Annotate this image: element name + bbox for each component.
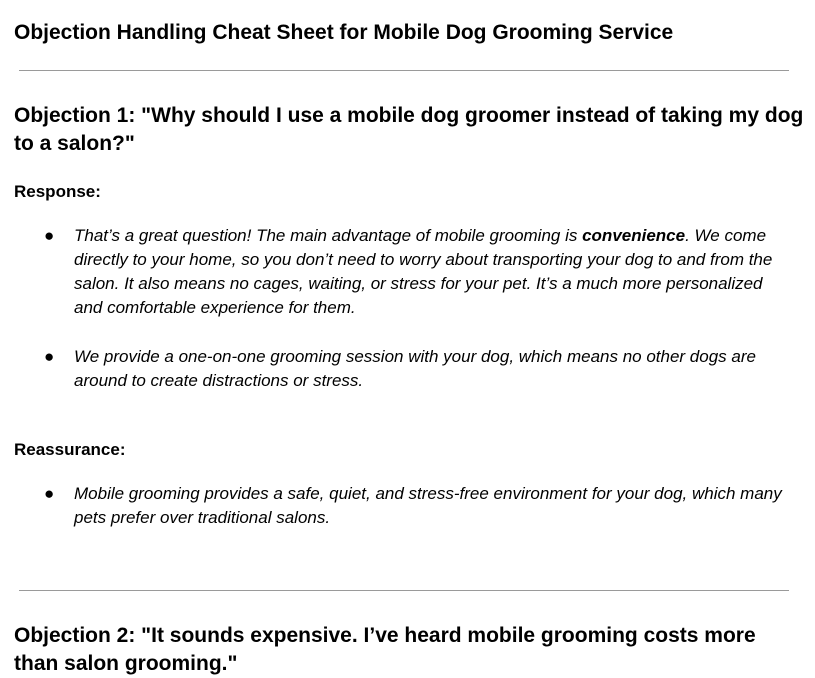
horizontal-divider <box>19 590 789 591</box>
bullet-icon: ● <box>44 226 55 245</box>
horizontal-divider <box>19 70 789 71</box>
objection-1-heading: Objection 1: "Why should I use a mobile dog groomer instead of taking my dog to a salon?" <box>14 104 804 155</box>
reassurance-label: Reassurance: <box>14 440 126 459</box>
list-item-text <box>74 224 792 320</box>
text-run: That’s a great question! The main advantage of mobile grooming is <box>74 226 583 245</box>
list-item-text: Mobile grooming provides a safe, quiet, and stress-free environment for your dog, which many pets prefer over traditional salons. <box>74 484 782 527</box>
bullet-icon: ● <box>44 347 55 366</box>
document-title: Objection Handling Cheat Sheet for Mobile Dog Grooming Service <box>14 21 674 44</box>
emphasis-text: convenience <box>582 226 686 245</box>
bullet-icon: ● <box>44 484 55 503</box>
objection-2-heading: Objection 2: "It sounds expensive. I’ve heard mobile grooming costs more than salon grooming." <box>14 624 756 675</box>
response-label: Response: <box>14 182 101 201</box>
list-item-text: We provide a one-on-one grooming session with your dog, which means no other dogs are around to create distractions or stress. <box>74 347 756 390</box>
text-run: . We come directly to your home, so you don’t need to worry about transporting your dog to and from the salon. It also means no cages, waiting, or stress for your pet. It’s a much more personalized and comfortable experience for them. <box>74 226 773 317</box>
